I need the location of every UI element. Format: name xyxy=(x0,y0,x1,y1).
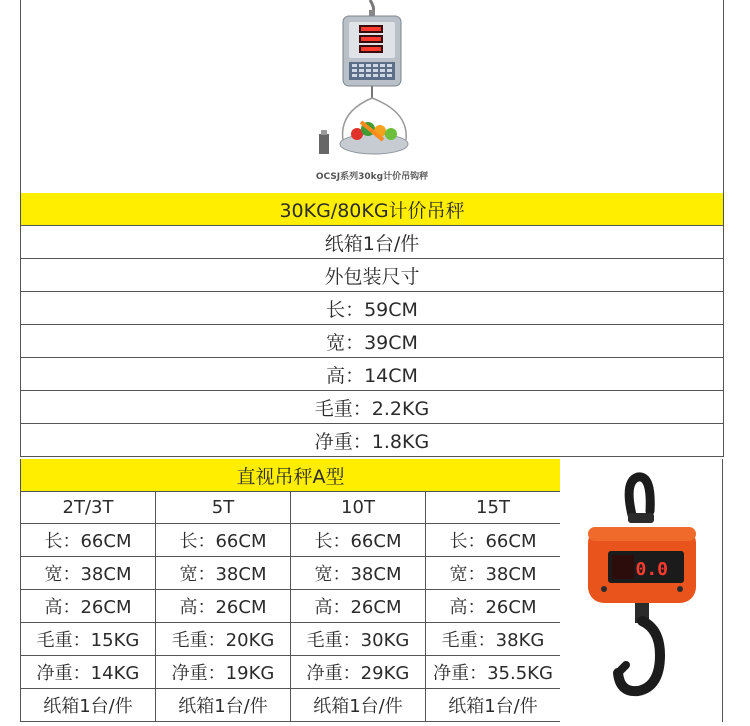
spec-row: 纸箱1台/件 xyxy=(20,226,724,259)
hero-caption: OCSJ系列30kg计价吊钩秤 xyxy=(315,172,429,182)
column-header: 5T xyxy=(156,491,291,524)
table-cell: 高：26CM xyxy=(21,590,156,623)
spec-row: 宽：39CM xyxy=(20,325,724,358)
table-cell: 长：66CM xyxy=(156,524,291,557)
table-cell: 高：26CM xyxy=(426,590,561,623)
crane-scale-title: 直视吊秤A型 xyxy=(20,459,561,492)
table-cell: 毛重：20KG xyxy=(156,623,291,656)
product-spec-sheet xyxy=(20,0,724,722)
table-cell: 纸箱1台/件 xyxy=(291,689,426,722)
table-cell: 高：26CM xyxy=(156,590,291,623)
table-cell: 宽：38CM xyxy=(426,557,561,590)
table-cell: 纸箱1台/件 xyxy=(156,689,291,722)
hook-scale-illustration xyxy=(21,0,723,193)
crane-spec-table xyxy=(20,491,561,722)
table-cell: 宽：38CM xyxy=(21,557,156,590)
table-cell: 长：66CM xyxy=(426,524,561,557)
table-cell: 净重：19KG xyxy=(156,656,291,689)
crane-scale-photo xyxy=(560,459,723,722)
spec-row: 长：59CM xyxy=(20,292,724,325)
column-header: 15T xyxy=(426,491,561,524)
table-cell: 毛重：30KG xyxy=(291,623,426,656)
table-cell: 长：66CM xyxy=(21,524,156,557)
spec-row: 毛重：2.2KG xyxy=(20,391,724,424)
column-header: 10T xyxy=(291,491,426,524)
table-cell: 净重：14KG xyxy=(21,656,156,689)
spec-row: 高：14CM xyxy=(20,358,724,391)
table-cell: 净重：29KG xyxy=(291,656,426,689)
crane-scale-illustration xyxy=(560,459,722,722)
spec-row: 净重：1.8KG xyxy=(20,424,724,457)
table-cell: 宽：38CM xyxy=(291,557,426,590)
scale-display-reading: 0.0 xyxy=(635,559,668,580)
table-cell: 纸箱1台/件 xyxy=(21,689,156,722)
table-cell: 宽：38CM xyxy=(156,557,291,590)
model-heading: 30KG/80KG计价吊秤 xyxy=(20,193,724,226)
table-cell: 净重：35.5KG xyxy=(426,656,561,689)
spec-row: 外包装尺寸 xyxy=(20,259,724,292)
table-cell: 高：26CM xyxy=(291,590,426,623)
hook-scale-photo xyxy=(20,0,724,194)
table-cell: 毛重：15KG xyxy=(21,623,156,656)
table-cell: 长：66CM xyxy=(291,524,426,557)
table-cell: 纸箱1台/件 xyxy=(426,689,561,722)
column-header: 2T/3T xyxy=(21,491,156,524)
table-cell: 毛重：38KG xyxy=(426,623,561,656)
